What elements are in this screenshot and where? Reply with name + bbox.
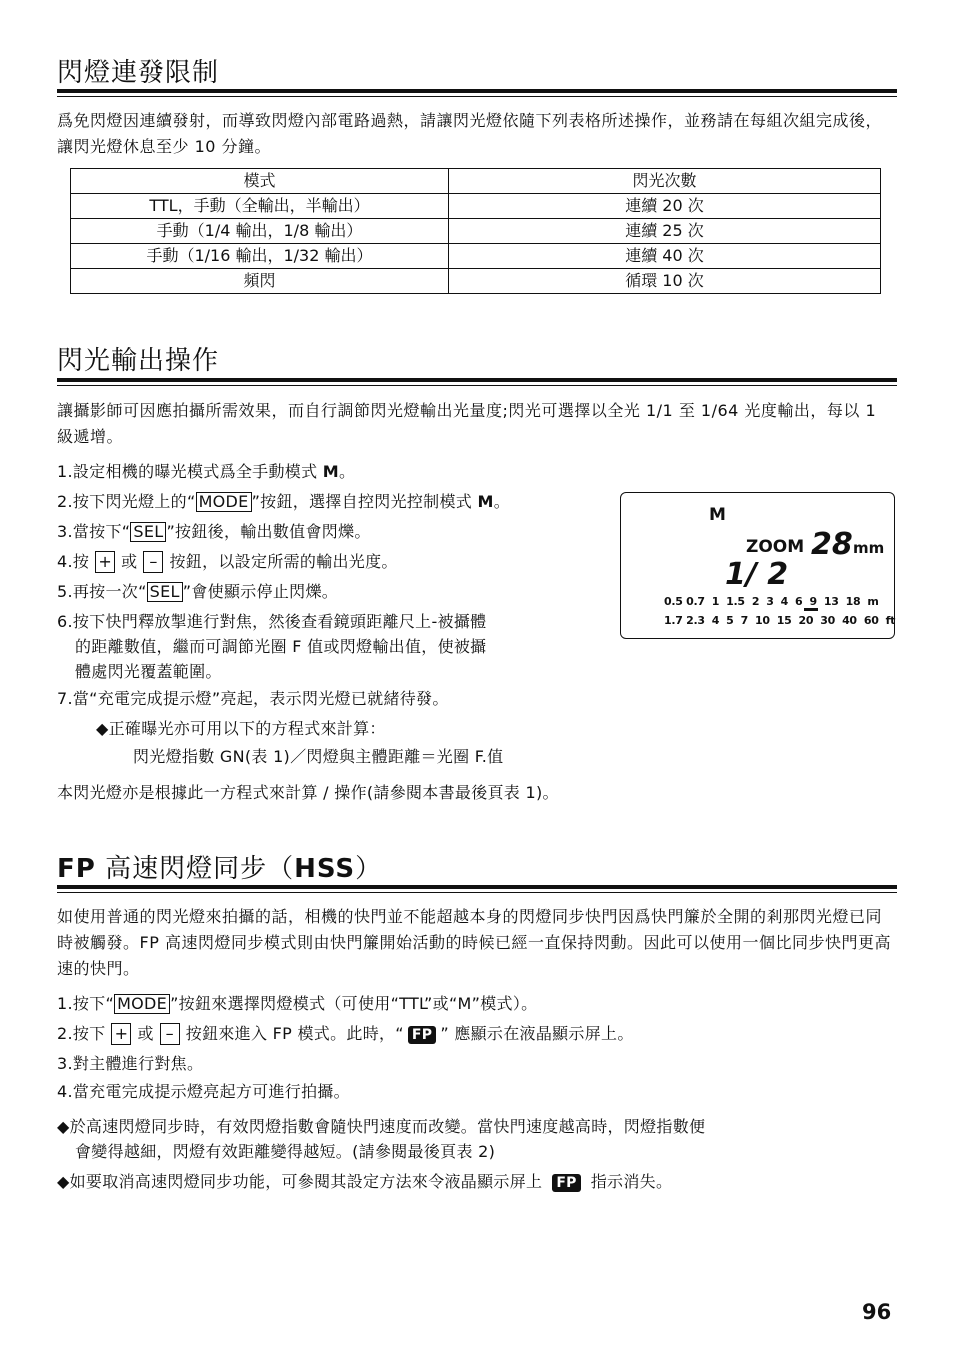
closing-note: 本閃光燈亦是根據此一方程式來計算 / 操作(請參閱本書最後頁表 1)。 <box>57 783 559 802</box>
lcd-output-value: 1/ 2 <box>725 557 789 592</box>
hss-step-1 <box>57 992 537 1016</box>
fp-indicator-icon: FP <box>408 1026 436 1044</box>
formula: 閃光燈指數 GN(表 1)／閃燈與主體距離＝光圈 F.值 <box>133 747 504 766</box>
title-close: ） <box>355 854 383 884</box>
step-text: 5.再按一次“ <box>57 582 147 601</box>
title-rule-thin <box>57 385 897 386</box>
lcd-scale-meters: 0.5 0.7 1 1.5 2 3 4 6 9 13 18 m <box>664 595 879 608</box>
step-6-line-2: 的距離數值，繼而可調節光圈 F 值或閃燈輸出值，使被攝 <box>75 637 487 656</box>
section-title-output: 閃光輸出操作 <box>57 346 220 376</box>
step-2: 2.按下閃光燈上的“ MODE ”按鈕，選擇自控閃光控制模式 M。 <box>57 492 511 511</box>
table-cell: 連續 40 次 <box>449 244 881 269</box>
step-6-line-1: 6.按下快門釋放掣進行對焦，然後查看鏡頭距離尺上-被攝體 <box>57 612 487 631</box>
hss-paragraph: 如使用普通的閃光燈來拍攝的話，相機的快門並不能超越本身的閃燈同步快門因爲快門簾於全開的剎那閃光燈已同時被觸發。FP 高速閃燈同步模式則由快門簾開始活動的時候已經一直保持閃動。因此可以使用一個比同步快門更高速的快門。 <box>57 907 891 978</box>
step-text: 4.按 <box>57 552 90 571</box>
step-3 <box>57 520 371 544</box>
step-text: 2.按下閃光燈上的“ <box>57 492 196 511</box>
step-text: 3.當按下“ <box>57 522 131 541</box>
table-cell: 頻閃 <box>71 269 449 294</box>
plus-button-label: + <box>95 551 115 573</box>
plus-button-label: + <box>111 1023 131 1045</box>
title-rule-thin <box>57 892 897 893</box>
section-title-hss <box>57 848 382 885</box>
table-cell: 循環 10 次 <box>449 269 881 294</box>
step-text: ”會使顯示停止閃爍。 <box>182 582 339 601</box>
hss-step-3: 3.對主體進行對焦。 <box>57 1054 204 1073</box>
step-text: 或 <box>137 1024 154 1043</box>
table-row <box>71 244 881 269</box>
hss-note-2 <box>57 1170 672 1194</box>
step-6-line-3: 體處閃光覆蓋範圍。 <box>75 662 222 681</box>
mode-button-label: MODE <box>196 492 252 512</box>
step-5 <box>57 580 338 604</box>
step-7: 7.當“充電完成提示燈”亮起，表示閃光燈已就緒待發。 <box>57 689 449 708</box>
table-row <box>71 269 881 294</box>
sel-button-label: SEL <box>147 582 183 602</box>
lcd-scale-feet: 1.7 2.3 4 5 7 10 15 20 30 40 60 ft <box>664 614 896 627</box>
title-rule <box>57 378 897 382</box>
output-paragraph: 讓攝影師可因應拍攝所需效果，而自行調節閃光燈輸出光量度;閃光可選擇以全光 1/1 至 1/64 光度輸出，每以 1 級遞增。 <box>57 401 877 446</box>
step-text: ”按鈕，選擇自控閃光控制模式 <box>251 492 473 511</box>
step-text: 按鈕來進入 FP 模式。此時，“ <box>185 1024 404 1043</box>
title-rule-thin <box>57 96 897 97</box>
step-text: ” 應顯示在液晶顯示屏上。 <box>440 1024 634 1043</box>
step-text: ◆如要取消高速閃燈同步功能，可參閱其設定方法來令液晶顯示屏上 <box>57 1172 543 1191</box>
step-text: ”按鈕來選擇閃燈模式（可使用“TTL”或“M”模式）。 <box>170 994 538 1013</box>
table-cell: TTL，手動（全輸出，半輸出） <box>71 194 449 219</box>
mode-button-label: MODE <box>114 994 170 1014</box>
section-title-flash-limit: 閃燈連發限制 <box>57 58 220 88</box>
table-header-mode: 模式 <box>71 169 449 194</box>
formula-note: ◆正確曝光亦可用以下的方程式來計算： <box>96 719 386 738</box>
title-hss: HSS <box>294 854 356 884</box>
hss-note-1-line-2: 會變得越細，閃燈有效距離變得越短。(請參閱最後頁表 2) <box>75 1142 496 1161</box>
lcd-distance-marker <box>804 608 818 611</box>
step-text: 1.按下“ <box>57 994 115 1013</box>
step-text: 或 <box>121 552 138 571</box>
title-rule <box>57 89 897 93</box>
lcd-mode-m: M <box>709 505 726 525</box>
step-1: 1.設定相機的曝光模式爲全手動模式 M。 <box>57 462 356 481</box>
minus-button-label: – <box>143 551 163 573</box>
intro-paragraph: 爲免閃燈因連續發射，而導致閃燈內部電路過熱，請讓閃光燈依隨下列表格所述操作，並務請在每組次組完成後，讓閃光燈休息至少 10 分鐘。 <box>57 111 883 156</box>
hss-note-1-line-1: ◆於高速閃燈同步時，有效閃燈指數會隨快門速度而改變。當快門速度越高時，閃燈指數便 <box>57 1117 706 1136</box>
table-cell: 手動（1/4 輸出，1/8 輸出） <box>71 219 449 244</box>
fp-indicator-icon: FP <box>552 1174 580 1192</box>
title-fp: FP <box>57 854 96 884</box>
step-text: 2.按下 <box>57 1024 106 1043</box>
hss-step-4: 4.當充電完成提示燈亮起方可進行拍攝。 <box>57 1082 350 1101</box>
hss-step-2 <box>57 1022 634 1046</box>
table-cell: 連續 25 次 <box>449 219 881 244</box>
mode-m: M <box>477 492 494 511</box>
table-row <box>71 194 881 219</box>
table-cell: 連續 20 次 <box>449 194 881 219</box>
table-header-count: 閃光次數 <box>449 169 881 194</box>
table-header-row <box>71 169 881 194</box>
table-cell: 手動（1/16 輸出，1/32 輸出） <box>71 244 449 269</box>
lcd-display-illustration <box>620 492 895 639</box>
lcd-zoom-unit: mm <box>853 539 885 557</box>
lcd-zoom-label: ZOOM <box>746 537 805 557</box>
step-text: 按鈕，以設定所需的輸出光度。 <box>169 552 398 571</box>
sel-button-label: SEL <box>130 522 166 542</box>
table-row <box>71 219 881 244</box>
step-text: 1.設定相機的曝光模式爲全手動模式 <box>57 462 318 481</box>
step-4 <box>57 550 398 574</box>
mode-m: M <box>322 462 339 481</box>
step-text: 指示消失。 <box>590 1172 673 1191</box>
title-rule <box>57 885 897 889</box>
flash-limit-table <box>70 168 881 294</box>
title-text: 高速閃燈同步（ <box>105 854 295 884</box>
step-text: ”按鈕後，輸出數值會閃爍。 <box>166 522 371 541</box>
lcd-zoom-value: 28 <box>811 527 853 562</box>
page-number: 96 <box>862 1300 892 1324</box>
minus-button-label: – <box>160 1023 180 1045</box>
